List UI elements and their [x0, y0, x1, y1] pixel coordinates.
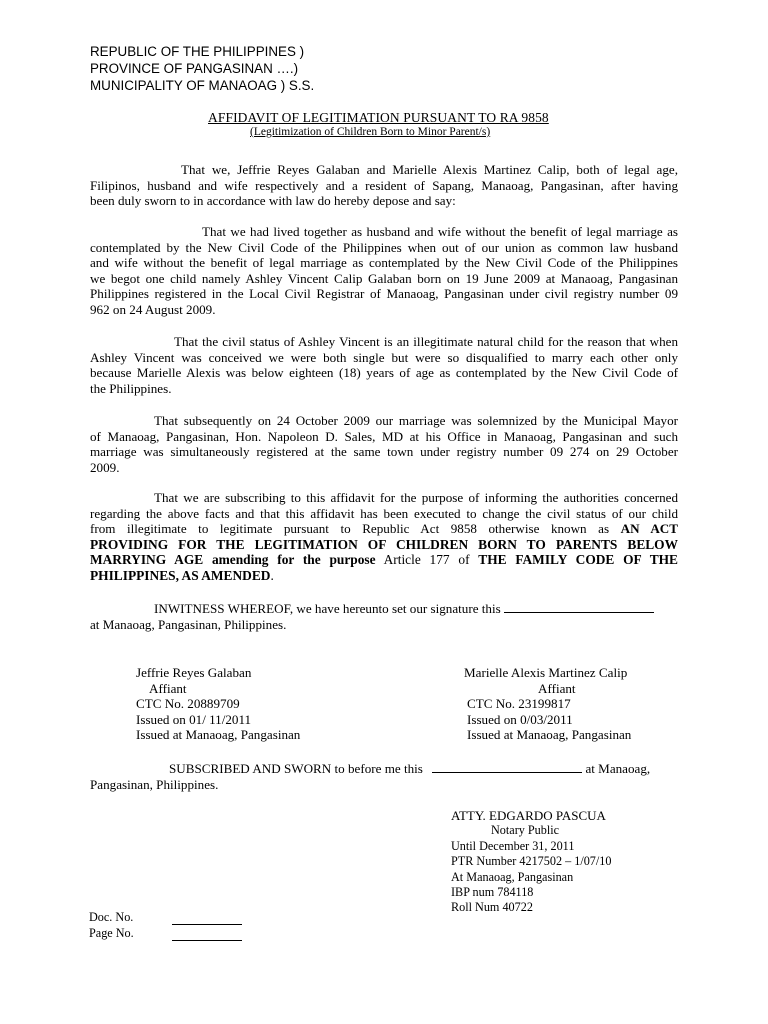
amending-phrase: amending for the purpose	[211, 552, 376, 568]
page-no-line	[172, 940, 242, 941]
paragraph-line: That we, Jeffrie Reyes Galaban and Marielle Alexis Martinez Calip, both of legal age,	[181, 162, 678, 177]
notary-title: Notary Public	[491, 823, 560, 838]
act-title-line: PROVIDING FOR THE LEGITIMATION OF CHILDREN BORN TO PARENTS BELOW	[90, 536, 678, 552]
paragraph-line: That subsequently on 24 October 2009 our marriage was solemnized by the Municipal Mayor	[154, 413, 678, 428]
paragraph-cohabitation	[90, 224, 678, 318]
document-subtitle: (Legitimization of Children Born to Minor Parent/s)	[250, 126, 491, 138]
paragraph-line: been duly sworn to in accordance with law do hereby depose and say:	[90, 193, 456, 209]
affiant2-block	[464, 665, 631, 743]
affiant1-issued-on: Issued on 01/ 11/2011	[136, 711, 252, 727]
document-title: AFFIDAVIT OF LEGITIMATION PURSUANT TO RA 9858	[208, 110, 549, 125]
paragraph-line	[90, 521, 678, 537]
sworn-line	[169, 761, 650, 777]
paragraph-civil-status	[90, 334, 678, 396]
paragraph-line: marriage was simultaneously registered at the same town under registry number 09 274 on 29 October	[90, 444, 678, 460]
paragraph-line: because Marielle Alexis was below eighteen (18) years of age as contemplated by the New Civil Code of	[90, 365, 678, 381]
paragraph-line: Ashley Vincent was conceived we were both single but were so disqualified to marry each other only	[90, 349, 678, 365]
act-title-end: MARRYING AGE	[90, 552, 212, 568]
paragraph-line: That we had lived together as husband and wife without the benefit of legal marriage as	[202, 224, 678, 239]
affiant2-role: Affiant	[538, 680, 576, 696]
affiant2-issued-at: Issued at Manaoag, Pangasinan	[467, 727, 632, 743]
sworn-date-blank	[432, 772, 582, 773]
paragraph-line: we begot one child namely Ashley Vincent Calip Galaban born on 19 June 2009 at Manaoag, Pangasinan	[90, 270, 678, 286]
paragraph-line: the Philippines.	[90, 380, 172, 396]
paragraph-purpose	[90, 490, 678, 584]
notary-name: ATTY. EDGARDO PASCUA	[451, 808, 606, 823]
paragraph-line: contemplated by the New Civil Code of the Philippines when out of our union as common law husband	[90, 239, 678, 255]
notary-roll: Roll Num 40722	[451, 900, 533, 915]
paragraph-line: 2009.	[90, 459, 120, 475]
family-code-title-end: PHILIPPINES, AS AMENDED	[90, 567, 271, 583]
doc-no-line	[172, 924, 242, 925]
notary-ibp: IBP num 784118	[451, 885, 534, 900]
affiant2-name: Marielle Alexis Martinez Calip	[464, 665, 628, 680]
witness-line	[154, 601, 654, 617]
witness-location: at Manaoag, Pangasinan, Philippines.	[90, 617, 287, 632]
paragraph-intro	[90, 162, 678, 209]
paragraph-line: of Manaoag, Pangasinan, Hon. Napoleon D. Sales, MD at his Office in Manaoag, Pangasinan and such	[90, 428, 678, 444]
notary-location: At Manaoag, Pangasinan	[451, 869, 574, 884]
witness-text: INWITNESS WHEREOF, we have hereunto set our signature this	[154, 601, 501, 616]
notary-block	[451, 808, 611, 916]
paragraph-line: That the civil status of Ashley Vincent is an illegitimate natural child for the reason that when	[174, 334, 678, 349]
affiant1-role: Affiant	[149, 680, 187, 696]
affiant1-name: Jeffrie Reyes Galaban	[136, 665, 252, 680]
header-province: PROVINCE OF PANGASINAN ….)	[90, 61, 299, 76]
paragraph-line: Philippines registered in the Local Civil Registrar of Manaoag, Pangasinan under civil registry number 09	[90, 286, 678, 302]
affiant2-ctc: CTC No. 23199817	[467, 696, 571, 712]
paragraph-line: Filipinos, husband and wife respectively and a resident of Sapang, Manaoag, Pangasinan, after having	[90, 177, 678, 193]
act-title-start: AN ACT	[620, 521, 678, 537]
doc-no-label: Doc. No.	[89, 910, 134, 924]
family-code-title: THE FAMILY CODE OF THE	[478, 552, 678, 568]
sworn-text: SUBSCRIBED AND SWORN to before me this	[169, 761, 423, 776]
paragraph-text: from illegitimate to legitimate pursuant to Republic Act 9858 otherwise known as	[90, 521, 621, 537]
period: .	[270, 567, 274, 583]
sworn-location: at Manaoag,	[585, 761, 651, 776]
paragraph-line	[90, 568, 678, 584]
article-ref: Article 177 of	[375, 552, 479, 568]
paragraph-line: regarding the above facts and that this affidavit has been executed to change the civil status of our child	[90, 505, 678, 521]
page-no-label: Page No.	[89, 926, 134, 940]
header-republic: REPUBLIC OF THE PHILIPPINES )	[90, 44, 305, 59]
notary-until: Until December 31, 2011	[451, 838, 575, 853]
paragraph-line: That we are subscribing to this affidavit for the purpose of informing the authorities concerned	[154, 490, 678, 505]
header-municipality: MUNICIPALITY OF MANAOAG ) S.S.	[90, 78, 315, 93]
affiant2-issued-on: Issued on 0/03/2011	[467, 711, 573, 727]
paragraph-line: and wife without the benefit of legal marriage as contemplated by the New Civil Code of the Philippines	[90, 255, 678, 271]
paragraph-marriage	[90, 413, 678, 475]
sworn-location-line: Pangasinan, Philippines.	[90, 777, 219, 792]
affiant1-issued-at: Issued at Manaoag, Pangasinan	[136, 727, 301, 743]
paragraph-line	[90, 552, 678, 568]
paragraph-line: 962 on 24 August 2009.	[90, 301, 216, 317]
affiant1-ctc: CTC No. 20889709	[136, 696, 240, 712]
affiant1-block	[136, 665, 300, 743]
date-blank	[504, 612, 654, 613]
notary-ptr: PTR Number 4217502 – 1/07/10	[451, 854, 612, 869]
